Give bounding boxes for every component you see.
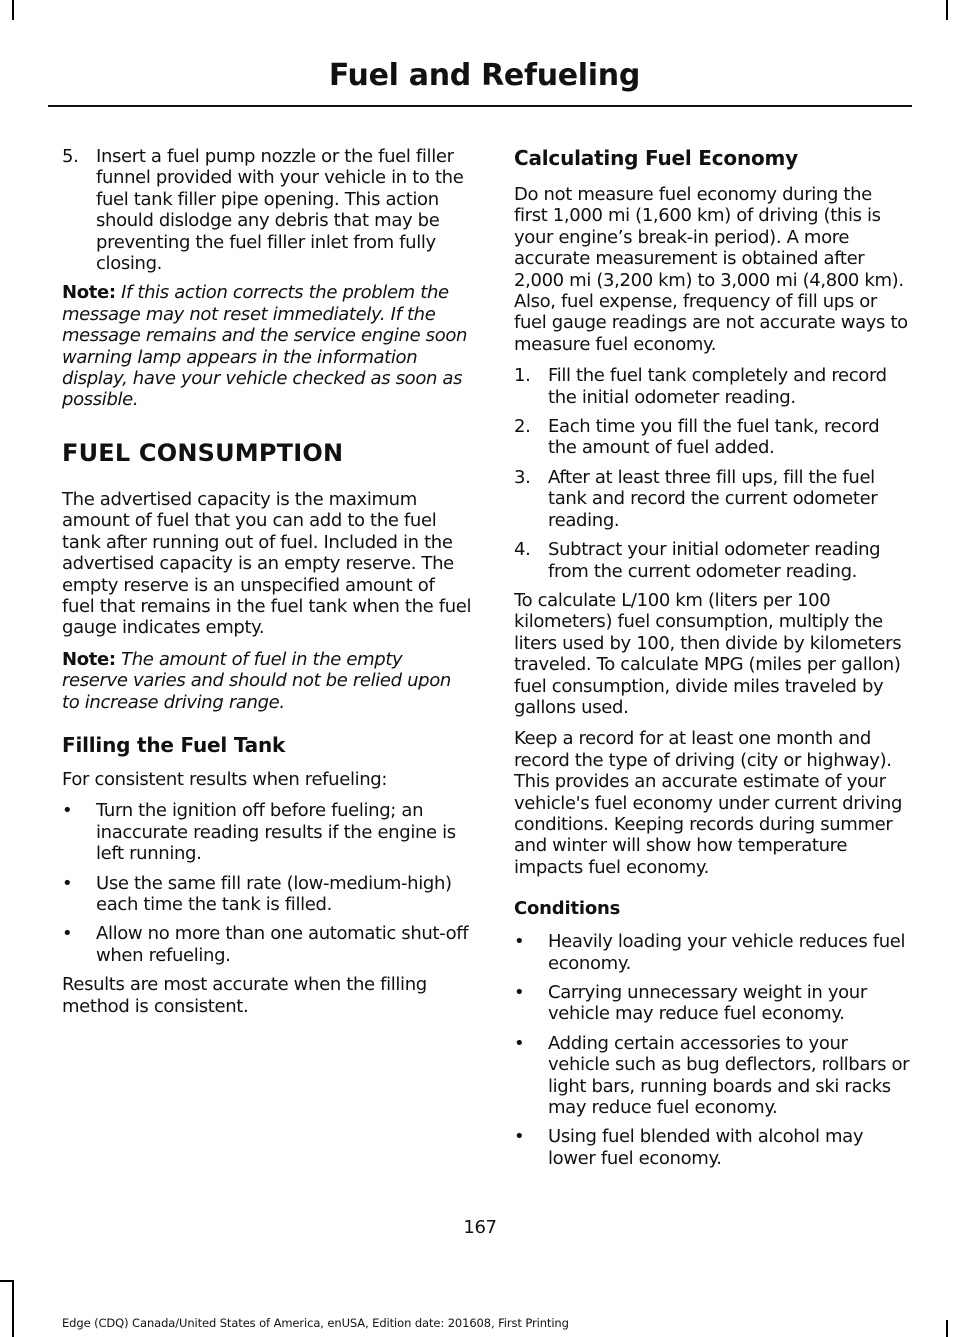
step-marker: 3. (514, 466, 531, 488)
list-item (514, 539, 910, 582)
list-item-text: Heavily loading your vehicle reduces fuel economy. (548, 931, 906, 974)
paragraph-record: Keep a record for at least one month and record the type of driving (city or highway). This provides an accurate estimate of your vehicle's fuel economy under current driving conditions. Keeping records during summer and winter will show how temperature impacts fuel economy. (514, 728, 903, 878)
bullet-marker: • (514, 1032, 525, 1054)
step-5 (62, 146, 472, 274)
list-item (514, 982, 910, 1025)
section-title-fuel-consumption: FUEL CONSUMPTION (62, 438, 344, 467)
bullet-marker: • (62, 923, 73, 945)
list-item (514, 931, 910, 974)
list-item-text: Using fuel blended with alcohol may lower fuel economy. (548, 1126, 864, 1169)
list-item-text: Fill the fuel tank completely and record the initial odometer reading. (548, 365, 887, 408)
list-item (514, 1126, 910, 1169)
subsection-title-calculating: Calculating Fuel Economy (514, 146, 799, 170)
note-text: The amount of fuel in the empty reserve varies and should not be relied upon to increase driving range. (62, 648, 451, 713)
note-2 (62, 649, 472, 713)
note-1 (62, 282, 472, 410)
bullet-marker: • (514, 931, 525, 953)
crop-mark-top-left-vertical (12, 0, 14, 20)
crop-mark-top-right-vertical (946, 0, 948, 20)
paragraph-calc: Do not measure fuel economy during the first 1,000 mi (1,600 km) of driving (this is your engine’s break-in period). A more accurate measurement is obtained after 2,000 mi (3,200 km) to 3,000 mi (4,800 km). Also, fuel expense, frequency of fill ups or fuel gauge readings are not accurate ways to measure fuel economy. (514, 184, 908, 355)
subsection-title-filling: Filling the Fuel Tank (62, 732, 286, 757)
list-item-text: Subtract your initial odometer reading from the current odometer reading. (548, 539, 881, 582)
step-marker: 1. (514, 365, 531, 387)
bullet-marker: • (62, 872, 73, 894)
paragraph-formula: To calculate L/100 km (liters per 100 kilometers) fuel consumption, multiply the liters used by 100, then divide by kilometers traveled. To calculate MPG (miles per gallon) fuel consumption, divide miles traveled by gallons used. (514, 589, 902, 718)
subsection-title-conditions: Conditions (514, 898, 621, 920)
note-label: Note: (62, 282, 116, 304)
left-column (62, 146, 472, 1027)
right-column (514, 146, 910, 1177)
list-item (62, 923, 472, 966)
bullet-marker: • (62, 800, 73, 822)
page-header-title: Fuel and Refueling (328, 58, 640, 93)
step-marker: 5. (62, 146, 79, 167)
list-item-text: Allow no more than one automatic shut-off when refueling. (96, 923, 469, 966)
list-item-text: After at least three fill ups, fill the fuel tank and record the current odometer reading. (548, 466, 878, 531)
bullet-marker: • (514, 1126, 525, 1148)
page-footer: Edge (CDQ) Canada/United States of America, enUSA, Edition date: 201608, First Printing (62, 1316, 569, 1330)
step-text: Insert a fuel pump nozzle or the fuel filler funnel provided with your vehicle in to the fuel tank filler pipe opening. This action should dislodge any debris that may be preventing the fuel filler inlet from fully closing. (96, 146, 464, 275)
list-item-text: Use the same fill rate (low-medium-high) each time the tank is filled. (96, 872, 452, 915)
note-label: Note: (62, 648, 116, 670)
list-item (514, 1033, 910, 1119)
paragraph-filling-intro: For consistent results when refueling: (62, 768, 388, 790)
header-rule (48, 105, 912, 107)
crop-mark-bottom-right-vertical (946, 1320, 948, 1337)
note-text: If this action corrects the problem the message may not reset immediately. If the message remains and the service engine soon warning lamp appears in the information display, have your vehicle checked as soon as possible. (62, 282, 468, 411)
list-item-text: Adding certain accessories to your vehicle such as bug deflectors, rollbars or light bars, running boards and ski racks may reduce fuel economy. (548, 1032, 910, 1119)
list-item (62, 873, 472, 916)
bullet-marker: • (514, 982, 525, 1003)
list-item-text: Each time you fill the fuel tank, record the amount of fuel added. (548, 416, 880, 459)
list-item (514, 467, 910, 531)
step-marker: 4. (514, 539, 531, 561)
list-item (514, 365, 910, 408)
list-item (514, 416, 910, 459)
list-item-text: Turn the ignition off before fueling; an inaccurate reading results if the engine is left running. (96, 800, 456, 865)
page-number: 167 (463, 1217, 497, 1238)
crop-mark-bottom-left-vertical (12, 1280, 14, 1337)
paragraph-capacity: The advertised capacity is the maximum amount of fuel that you can add to the fuel tank after running out of fuel. Included in the advertised capacity is an empty reserve. The empty reserve is an unspecified amount of fuel that remains in the fuel tank when the fuel gauge indicates empty. (62, 488, 472, 639)
list-item-text: Carrying unnecessary weight in your vehicle may reduce fuel economy. (548, 982, 867, 1025)
paragraph-closing: Results are most accurate when the filling method is consistent. (62, 974, 427, 1017)
step-marker: 2. (514, 416, 531, 438)
crop-mark-bottom-left-horizontal (0, 1280, 14, 1282)
list-item (62, 800, 472, 864)
